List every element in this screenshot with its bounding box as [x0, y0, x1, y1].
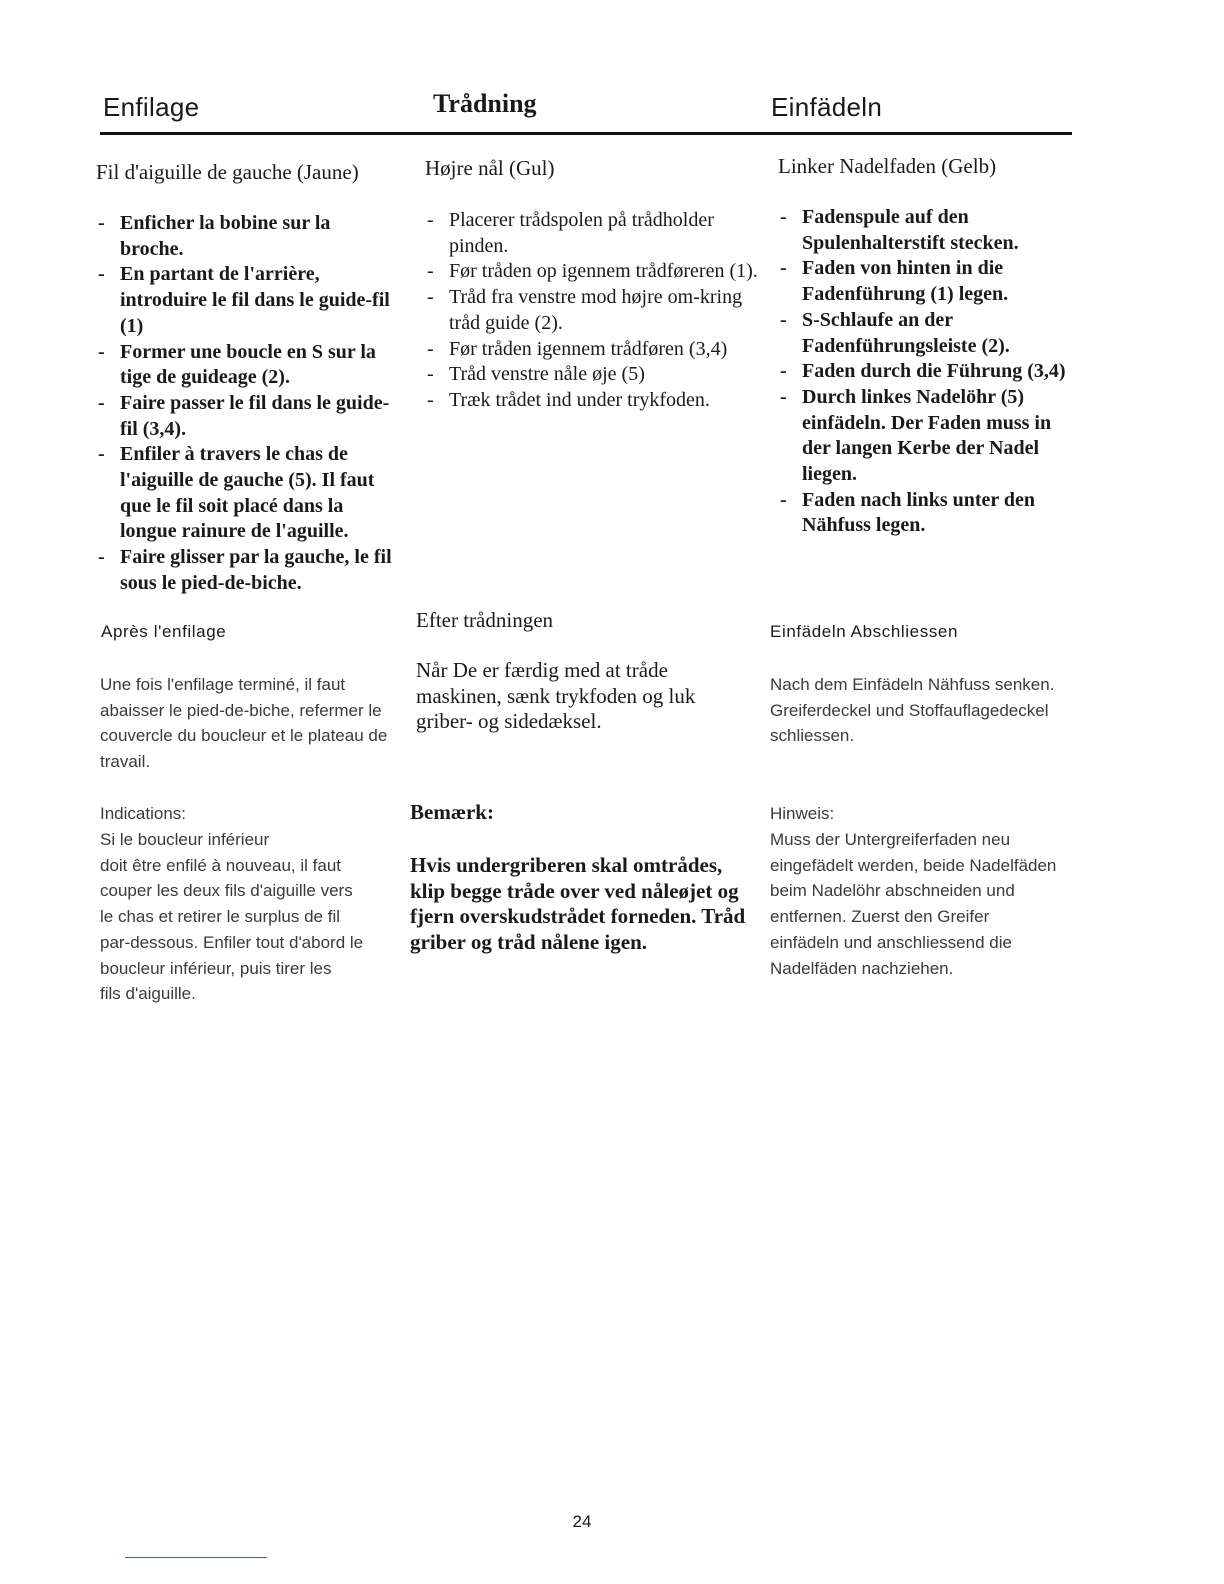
french-step: - En partant de l'arrière, introduire le fil dans le guide-fil (1) [96, 262, 396, 339]
danish-step: - Tråd fra venstre mod højre om-kring tråd guide (2). [425, 285, 770, 336]
danish-step: - Før tråden op igennem trådføreren (1). [425, 259, 770, 285]
danish-subtitle: Højre nål (Gul) [425, 156, 555, 180]
french-step: - Faire passer le fil dans le guide-fil (3,4). [96, 391, 396, 442]
french-step: - Faire glisser par la gauche, le fil sous le pied-de-biche. [96, 545, 396, 596]
footer-line [125, 1557, 267, 1558]
german-step: - Faden von hinten in die Fadenführung (1) legen. [778, 256, 1068, 307]
french-note-line: boucleur inférieur, puis tirer les [100, 958, 332, 978]
german-note-text: Muss der Untergreiferfaden neu eingefädelt werden, beide Nadelfäden beim Nadelöhr abschneiden und entfernen. Zuerst den Greifer einfädeln und anschliessend die Nadelfäden nachziehen. [770, 830, 1057, 978]
french-note-line: fils d'aiguille. [100, 984, 196, 1004]
german-step: - Faden durch die Führung (3,4) [778, 359, 1068, 385]
danish-note-heading: Bemærk: [410, 800, 494, 824]
french-header: Enfilage [103, 92, 200, 122]
german-steps [778, 205, 1068, 539]
french-note-line: le chas et retirer le surplus de fil [100, 907, 340, 927]
header-rule [100, 132, 1072, 135]
french-steps [96, 211, 396, 597]
german-note-heading: Hinweis: [770, 804, 835, 823]
danish-note-text: Hvis undergriberen skal omtrådes, klip begge tråde over ved nåleøjet og fjern overskudstrådet forneden. Tråd griber og tråd nålene igen. [410, 853, 746, 955]
french-note-line: doit être enfilé à nouveau, il faut [100, 855, 341, 875]
danish-step: - Tråd venstre nåle øje (5) [425, 362, 770, 388]
german-header: Einfädeln [771, 92, 883, 122]
french-step: - Enficher la bobine sur la broche. [96, 211, 396, 262]
french-note-line: couper les deux fils d'aiguille vers [100, 881, 353, 901]
danish-step: - Placerer trådspolen på trådholder pinden. [425, 208, 770, 259]
danish-step: - Træk trådet ind under trykfoden. [425, 388, 770, 414]
danish-step: - Før tråden igennem trådføren (3,4) [425, 337, 770, 363]
french-note [100, 827, 420, 1007]
german-after-text: Nach dem Einfädeln Nähfuss senken. Greiferdeckel und Stoffauflagedeckel schliessen. [770, 675, 1055, 746]
german-after-heading: Einfädeln Abschliessen [770, 622, 959, 641]
french-subtitle: Fil d'aiguille de gauche (Jaune) [96, 160, 359, 184]
french-note-line: Si le boucleur inférieur [100, 830, 270, 849]
french-note-heading: Indications: [100, 804, 186, 823]
french-note-line: par-dessous. Enfiler tout d'abord le [100, 932, 364, 952]
danish-header: Trådning [433, 89, 537, 118]
german-step: - Fadenspule auf den Spulenhalterstift stecken. [778, 205, 1068, 256]
page-number: 24 [572, 1512, 592, 1531]
danish-after-heading: Efter trådningen [416, 608, 554, 632]
german-step: - Durch linkes Nadelöhr (5) einfädeln. Der Faden muss in der langen Kerbe der Nadel liegen. [778, 385, 1068, 488]
french-step: - Enfiler à travers le chas de l'aiguille de gauche (5). Il faut que le fil soit placé dans la longue rainure de l'aguille. [96, 442, 396, 545]
german-step: - Faden nach links unter den Nähfuss legen. [778, 488, 1068, 539]
french-after-heading: Après l'enfilage [101, 622, 227, 641]
danish-after-text: Når De er færdig med at tråde maskinen, sænk trykfoden og luk griber- og sidedæksel. [416, 658, 696, 734]
danish-steps [425, 208, 770, 414]
french-step: - Former une boucle en S sur la tige de guideage (2). [96, 340, 396, 391]
german-step: - S-Schlaufe an der Fadenführungsleiste (2). [778, 308, 1068, 359]
german-subtitle: Linker Nadelfaden (Gelb) [778, 154, 997, 178]
french-after-text: Une fois l'enfilage terminé, il faut abaisser le pied-de-biche, refermer le couvercle du boucleur et le plateau de travail. [100, 675, 388, 772]
